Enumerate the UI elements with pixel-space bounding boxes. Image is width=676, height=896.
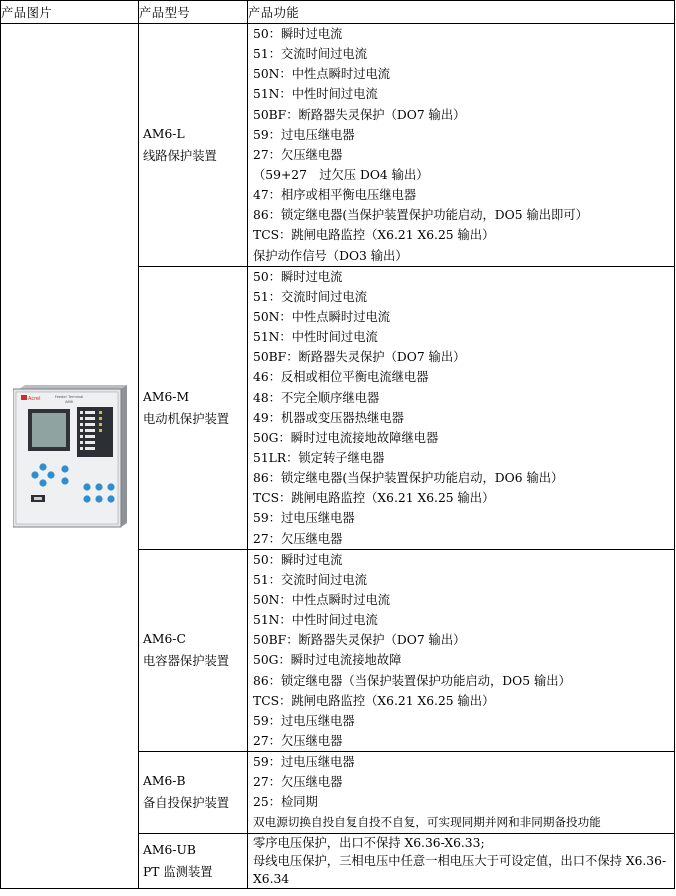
function-item: 50：瞬时过电流: [253, 552, 343, 567]
function-item: 25：检同期: [253, 795, 318, 810]
model-cell: [139, 549, 248, 751]
panel-model: AM6: [64, 399, 73, 404]
function-item: 51N：中性时间过电流: [253, 87, 378, 102]
lcd-screen: [32, 413, 66, 447]
function-item: 50N：中性点瞬时过电流: [253, 309, 391, 324]
function-item: 27：欠压继电器: [253, 147, 343, 162]
model-code: AM6-B: [143, 774, 186, 789]
function-item: 59：过电压继电器: [253, 511, 355, 526]
function-item: 50BF：断路器失灵保护（DO7 输出）: [253, 107, 466, 122]
function-item: TCS：跳闸电路监控（X6.21 X6.25 输出）: [253, 491, 495, 506]
model-code: AM6-C: [143, 632, 186, 647]
table-header-row: [1, 1, 675, 24]
function-item: 86：锁定继电器（当保护装置保护功能启动，DO5 输出）: [253, 673, 571, 688]
function-list: [248, 549, 675, 751]
function-item: 母线电压保护，三相电压中任意一相电压大于可设定值，出口不保持 X6.36-X6.34: [253, 853, 667, 886]
function-item: 51N：中性时间过电流: [253, 330, 378, 345]
function-item: 51LR：锁定转子继电器: [253, 450, 385, 465]
function-item: 50G：瞬时过电流接地故障继电器: [253, 430, 439, 445]
function-item: TCS：跳闸电路监控（X6.21 X6.25 输出）: [253, 228, 495, 243]
function-item: 51：交流时间过电流: [253, 47, 368, 62]
function-item: 59：过电压继电器: [253, 713, 355, 728]
function-item: 49：机器或变压器热继电器: [253, 410, 404, 425]
model-cell: [139, 24, 248, 267]
function-item: 47：相序或相平衡电压继电器: [253, 188, 417, 203]
model-code: AM6-M: [143, 389, 190, 404]
function-item: 48：不完全顺序继电器: [253, 390, 380, 405]
function-item: 50BF：断路器失灵保护（DO7 输出）: [253, 633, 466, 648]
function-item: （59+27 过欠压 DO4 输出）: [253, 167, 429, 182]
function-item: 46：反相或相位平衡电流继电器: [253, 370, 429, 385]
function-item: 51：交流时间过电流: [253, 289, 368, 304]
brand-logo: Acrel: [27, 395, 40, 402]
panel-title: Feeder Terminal: [54, 394, 83, 399]
function-item: 50：瞬时过电流: [253, 27, 343, 41]
function-item: 50N：中性点瞬时过电流: [253, 592, 391, 607]
model-code: AM6-L: [143, 126, 185, 141]
function-list: [248, 752, 675, 834]
model-cell: [139, 752, 248, 834]
function-item: 27：欠压继电器: [253, 531, 343, 546]
product-image: [13, 383, 127, 529]
model-code: AM6-UB: [143, 842, 196, 857]
table-row: [1, 24, 675, 267]
function-item: 27：欠压继电器: [253, 733, 343, 748]
function-list: [248, 24, 675, 267]
function-item: 59：过电压继电器: [253, 755, 355, 770]
function-item: TCS：跳闸电路监控（X6.21 X6.25 输出）: [253, 693, 495, 708]
model-name: 备自投保护装置: [143, 796, 230, 811]
model-cell: [139, 833, 248, 888]
model-name: 电容器保护装置: [143, 654, 230, 669]
function-item: 86：锁定继电器(当保护装置保护功能启动，DO6 输出）: [253, 471, 564, 486]
model-name: PT 监测装置: [143, 864, 213, 879]
function-item: 50G：瞬时过电流接地故障: [253, 653, 402, 668]
model-name: 线路保护装置: [143, 148, 217, 163]
header-model: 产品型号: [139, 1, 248, 24]
function-list: [248, 266, 675, 549]
function-item: 零序电压保护，出口不保持 X6.36-X6.33;: [253, 835, 485, 850]
function-item: 50：瞬时过电流: [253, 269, 343, 284]
function-item: 86：锁定继电器(当保护装置保护功能启动，DO5 输出即可）: [253, 208, 588, 223]
relay-device-illustration: [13, 383, 127, 529]
function-list: [248, 833, 675, 888]
function-item: 保护动作信号（DO3 输出）: [253, 248, 408, 263]
function-item: 51：交流时间过电流: [253, 572, 368, 587]
function-item: 50BF：断路器失灵保护（DO7 输出）: [253, 350, 466, 365]
function-item: 27：欠压继电器: [253, 775, 343, 790]
brand-logo-mark: [21, 395, 27, 400]
product-image-cell: [1, 24, 139, 889]
header-image: 产品图片: [1, 1, 139, 24]
function-item: 59：过电压继电器: [253, 127, 355, 142]
function-item: 50N：中性点瞬时过电流: [253, 67, 391, 82]
function-item: 双电源切换自投自复自投不自复，可实现同期并网和非同期备投功能: [253, 815, 601, 830]
function-item: 51N：中性时间过电流: [253, 613, 378, 628]
model-cell: [139, 266, 248, 549]
header-function: 产品功能: [248, 1, 675, 24]
model-name: 电动机保护装置: [143, 411, 230, 426]
